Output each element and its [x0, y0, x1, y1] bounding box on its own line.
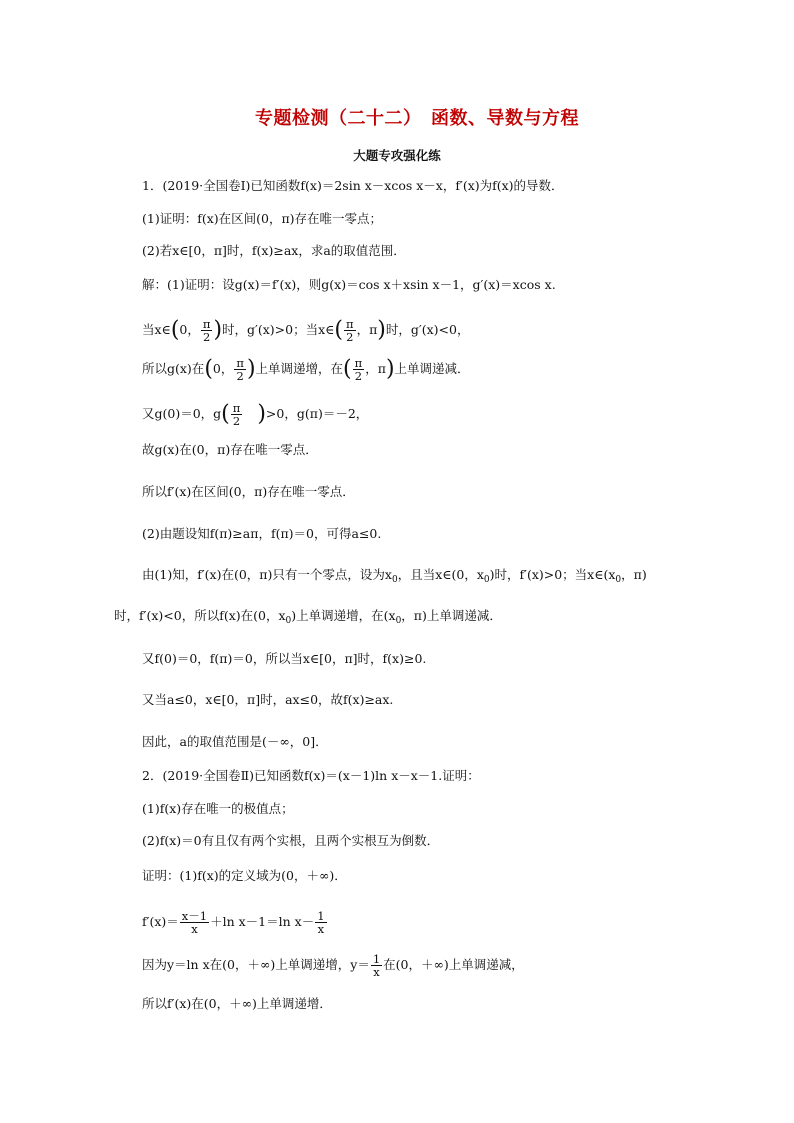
- fraction-pi-over-2: $\frac{\pi}{2}$: [354, 356, 363, 383]
- problem-1-part-2: (2)若x∈[0，π]时，f(x)≥ax，求a的取值范围．: [142, 243, 406, 258]
- fraction-x-minus-1-over-x: $\frac{x-1}{x}$: [181, 909, 208, 936]
- problem-1-part-1: (1)证明：f(x)在区间(0，π)存在唯一零点；: [142, 211, 383, 226]
- proof-2-monotonic-conclusion: 所以f′(x)在(0，＋∞)上单调递增．: [142, 996, 332, 1011]
- proof-2-domain: 证明：(1)f(x)的定义域为(0，＋∞)．: [142, 868, 347, 883]
- problem-2-statement: 2．(2019·全国卷Ⅱ)已知函数f(x)＝(x－1)ln x－x－1.证明：: [142, 768, 480, 783]
- proof-2-monotonic-reason: 因为y＝ln x在(0，＋∞)上单调递增，y＝ $\frac{1}{x}$ 在(0，＋∞)上单调递减，: [142, 952, 524, 979]
- solution-1-part-2-start: (2)由题设知f(π)≥aπ，f(π)＝0，可得a≤0.: [142, 526, 382, 541]
- solution-1-line-values: 又g(0)＝0，g( $\frac{\pi}{2}$ )>0，g(π)＝－2，: [142, 401, 369, 428]
- fraction-pi-over-2: $\frac{\pi}{2}$: [236, 356, 244, 383]
- solution-1-line-boundary: 又f(0)＝0，f(π)＝0，所以当x∈[0，π]时，f(x)≥0.: [142, 651, 427, 666]
- fraction-pi-over-2: $\frac{\pi}{2}$: [232, 401, 241, 428]
- solution-1-line-wrap: 时，f′(x)<0，所以f(x)在(0，$x_0$)上单调递增，在($x_0$，π)上单调递减．: [114, 608, 502, 626]
- fraction-1-over-x: $\frac{1}{x}$: [317, 909, 325, 936]
- proof-2-derivative: f′(x)＝ $\frac{x-1}{x}$ ＋ln x－1＝ln x－ $\frac{1}{x}$: [142, 909, 325, 936]
- solution-1-line-monotonic: 所以g(x)在(0， $\frac{\pi}{2}$ )上单调递增，在( $\frac{\pi}{2}$ ，π)上单调递减．: [142, 356, 470, 383]
- fraction-pi-over-2: $\frac{\pi}{2}$: [202, 317, 211, 344]
- problem-2-part-2: (2)f(x)＝0有且仅有两个实根，且两个实根互为倒数．: [142, 833, 440, 848]
- solution-1-line-unique-zero-f: 所以f′(x)在区间(0，π)存在唯一零点．: [142, 484, 355, 499]
- problem-1-statement: 1．(2019·全国卷Ⅰ)已知函数f(x)＝2sin x－xcos x－x，f′(x)为f(x)的导数．: [142, 178, 564, 193]
- solution-1-intro: 解：(1)证明：设g(x)＝f′(x)，则g(x)＝cos x＋xsin x－1，g′(x)＝xcos x.: [142, 277, 556, 292]
- solution-1-line-conclusion: 又当a≤0，x∈[0，π]时，ax≤0，故f(x)≥ax.: [142, 692, 394, 707]
- page-title: 专题检测（二十二） 函数、导数与方程: [255, 108, 579, 129]
- solution-1-line-zero-x0: 由(1)知，f′(x)在(0，π)只有一个零点，设为$x_0$，且当x∈(0，$x_0$)时，f′(x)>0；当$x\in(x_0$，π): [142, 567, 647, 585]
- solution-1-line-intervals: 当x∈(0， $\frac{\pi}{2}$ )时，g′(x)>0；当x∈( $\frac{\pi}{2}$ ，π)时，g′(x)<0，: [142, 317, 470, 344]
- fraction-pi-over-2: $\frac{\pi}{2}$: [346, 317, 354, 344]
- fraction-1-over-x: $\frac{1}{x}$: [372, 952, 381, 979]
- solution-1-line-unique-zero-g: 故g(x)在(0，π)存在唯一零点．: [142, 442, 318, 457]
- solution-1-answer: 因此，a的取值范围是(－∞，0]．: [142, 734, 328, 749]
- section-subtitle: 大题专攻强化练: [353, 148, 441, 163]
- problem-2-part-1: (1)f(x)存在唯一的极值点；: [142, 801, 294, 816]
